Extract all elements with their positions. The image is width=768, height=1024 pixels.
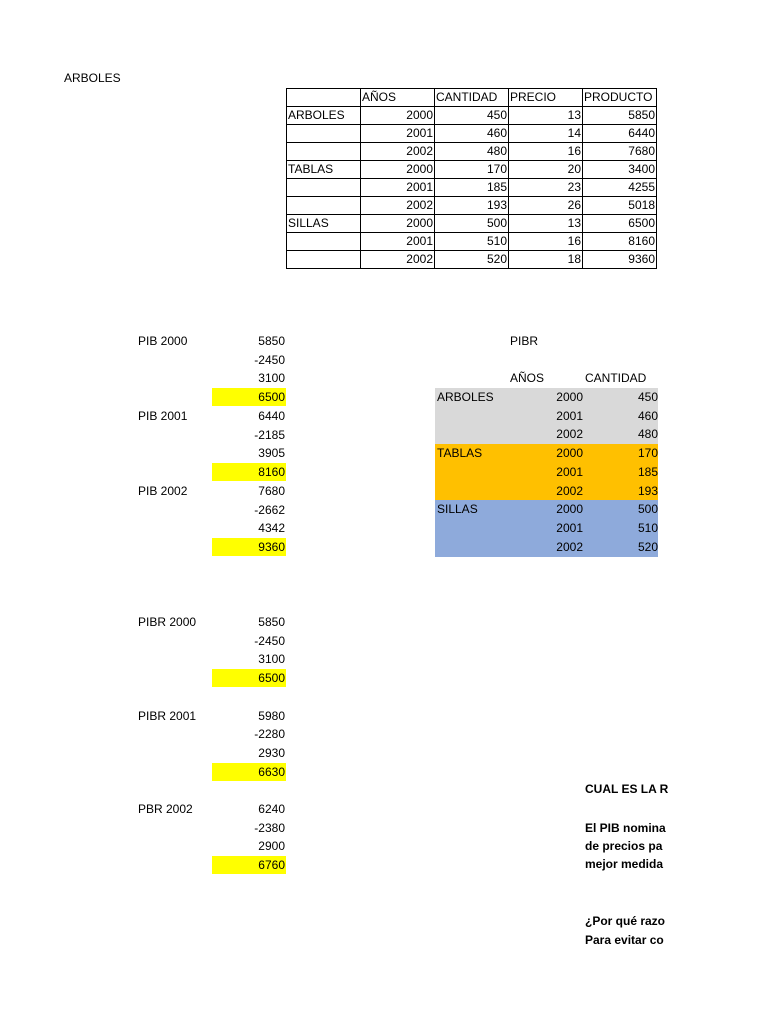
pibr-title: PIBR [510, 334, 539, 348]
table-header-row [287, 89, 657, 107]
pibr-value: -2450 [254, 633, 285, 648]
pib-value: 3100 [258, 371, 285, 386]
pibr-year: 2002 [556, 483, 583, 498]
pibr-quantity: 460 [637, 408, 658, 423]
table-cell: 16 [509, 233, 583, 251]
pibr-quantity: 170 [637, 446, 658, 461]
table-cell: 510 [435, 233, 509, 251]
pibr-year: 2002 [556, 539, 583, 554]
table-row [287, 161, 657, 179]
table-cell: 5018 [583, 197, 657, 215]
pibr-value: 5850 [258, 615, 285, 629]
pibr-value: 2900 [258, 839, 285, 854]
table-row [287, 179, 657, 197]
pibr-row-label: ARBOLES [437, 390, 494, 404]
pibr-row-label: SILLAS [437, 502, 478, 517]
table-cell: 2002 [361, 197, 435, 215]
pibr-label: PIBR 2001 [138, 708, 197, 723]
pibr-value: 2930 [258, 745, 285, 760]
pibr-year: 2002 [556, 427, 583, 442]
pibr-year: 2000 [556, 502, 583, 517]
column-header: AÑOS [361, 89, 435, 107]
table-cell: 2000 [361, 161, 435, 179]
table-row [287, 251, 657, 269]
pibr-label: PIBR 2000 [138, 615, 197, 629]
pibr-year: 2000 [556, 390, 583, 404]
pib-value: 4342 [258, 521, 285, 536]
pib-value: 3905 [258, 446, 285, 461]
pib-value: 7680 [258, 484, 285, 498]
answer-2: Para evitar co [585, 933, 664, 947]
pibr-row-label: TABLAS [437, 446, 483, 461]
row-label [287, 197, 361, 215]
pib-total: 9360 [212, 538, 286, 556]
table-cell: 450 [435, 107, 509, 125]
pibr-value: 6240 [258, 802, 285, 816]
row-label: SILLAS [287, 215, 361, 233]
table-cell: 20 [509, 161, 583, 179]
table-cell: 2002 [361, 251, 435, 269]
table-cell: 4255 [583, 179, 657, 197]
pibr-value: 3100 [258, 652, 285, 667]
pibr-year: 2000 [556, 446, 583, 461]
column-header: PRECIO [509, 89, 583, 107]
pib-total: 8160 [212, 463, 286, 481]
question-2: ¿Por qué razo [585, 914, 666, 928]
pibr-quantity: 520 [637, 539, 658, 554]
pibr-quantity: 185 [637, 464, 658, 479]
answer-1-line-1: El PIB nomina [585, 821, 666, 835]
table-cell: 185 [435, 179, 509, 197]
table-cell: 6440 [583, 125, 657, 143]
table-row [287, 125, 657, 143]
row-label [287, 233, 361, 251]
table-cell: 13 [509, 215, 583, 233]
table-cell: 2000 [361, 107, 435, 125]
table-cell: 2002 [361, 143, 435, 161]
row-label: TABLAS [287, 161, 361, 179]
row-label [287, 125, 361, 143]
table-cell: 7680 [583, 143, 657, 161]
pib-value: 6440 [258, 409, 285, 423]
table-cell: 13 [509, 107, 583, 125]
table-cell: 5850 [583, 107, 657, 125]
pibr-total: 6760 [212, 856, 286, 874]
pib-label: PIB 2001 [138, 409, 188, 423]
pibr-quantity: 500 [637, 502, 658, 517]
pibr-value: -2380 [254, 820, 285, 835]
table-cell: 500 [435, 215, 509, 233]
table-cell: 2001 [361, 125, 435, 143]
table-row [287, 233, 657, 251]
table-cell: 460 [435, 125, 509, 143]
table-cell: 26 [509, 197, 583, 215]
pib-value: -2662 [254, 502, 285, 517]
table-cell: 2001 [361, 179, 435, 197]
table-cell: 2000 [361, 215, 435, 233]
sheet-title: ARBOLES [64, 71, 121, 85]
table-cell: 520 [435, 251, 509, 269]
pibr-quantity: 480 [637, 427, 658, 442]
production-table [286, 88, 657, 269]
table-row [287, 143, 657, 161]
row-label [287, 143, 361, 161]
pibr-total: 6630 [212, 763, 286, 781]
answer-1-line-3: mejor medida [585, 857, 664, 871]
table-cell: 18 [509, 251, 583, 269]
pibr-quantity: 510 [637, 520, 658, 535]
pibr-quantity: 450 [637, 390, 658, 404]
answer-1-line-2: de precios pa [585, 839, 663, 853]
pib-value: -2450 [254, 352, 285, 367]
pib-value: -2185 [254, 427, 285, 442]
table-cell: 14 [509, 125, 583, 143]
pibr-year: 2001 [556, 464, 583, 479]
table-cell: 8160 [583, 233, 657, 251]
pib-value: 5850 [258, 334, 285, 348]
pib-label: PIB 2000 [138, 334, 188, 348]
pibr-value: -2280 [254, 727, 285, 742]
pib-total: 6500 [212, 388, 286, 406]
pibr-header-quantity: CANTIDAD [585, 371, 647, 385]
pibr-label: PBR 2002 [138, 802, 193, 816]
table-cell: 6500 [583, 215, 657, 233]
table-cell: 193 [435, 197, 509, 215]
table-row [287, 197, 657, 215]
table-cell: 2001 [361, 233, 435, 251]
pibr-year: 2001 [556, 408, 583, 423]
row-label [287, 251, 361, 269]
pibr-year: 2001 [556, 520, 583, 535]
pibr-quantity: 193 [637, 483, 658, 498]
pibr-total: 6500 [212, 669, 286, 687]
row-label: ARBOLES [287, 107, 361, 125]
pibr-header-years: AÑOS [510, 371, 545, 385]
question-1: CUAL ES LA R [585, 782, 669, 796]
table-cell: 23 [509, 179, 583, 197]
column-header: PRODUCTO [583, 89, 657, 107]
column-header [287, 89, 361, 107]
column-header: CANTIDAD [435, 89, 509, 107]
table-cell: 170 [435, 161, 509, 179]
row-label [287, 179, 361, 197]
table-cell: 9360 [583, 251, 657, 269]
pibr-value: 5980 [258, 708, 285, 723]
table-cell: 480 [435, 143, 509, 161]
table-cell: 3400 [583, 161, 657, 179]
pib-label: PIB 2002 [138, 484, 188, 498]
table-row [287, 107, 657, 125]
table-cell: 16 [509, 143, 583, 161]
table-row [287, 215, 657, 233]
